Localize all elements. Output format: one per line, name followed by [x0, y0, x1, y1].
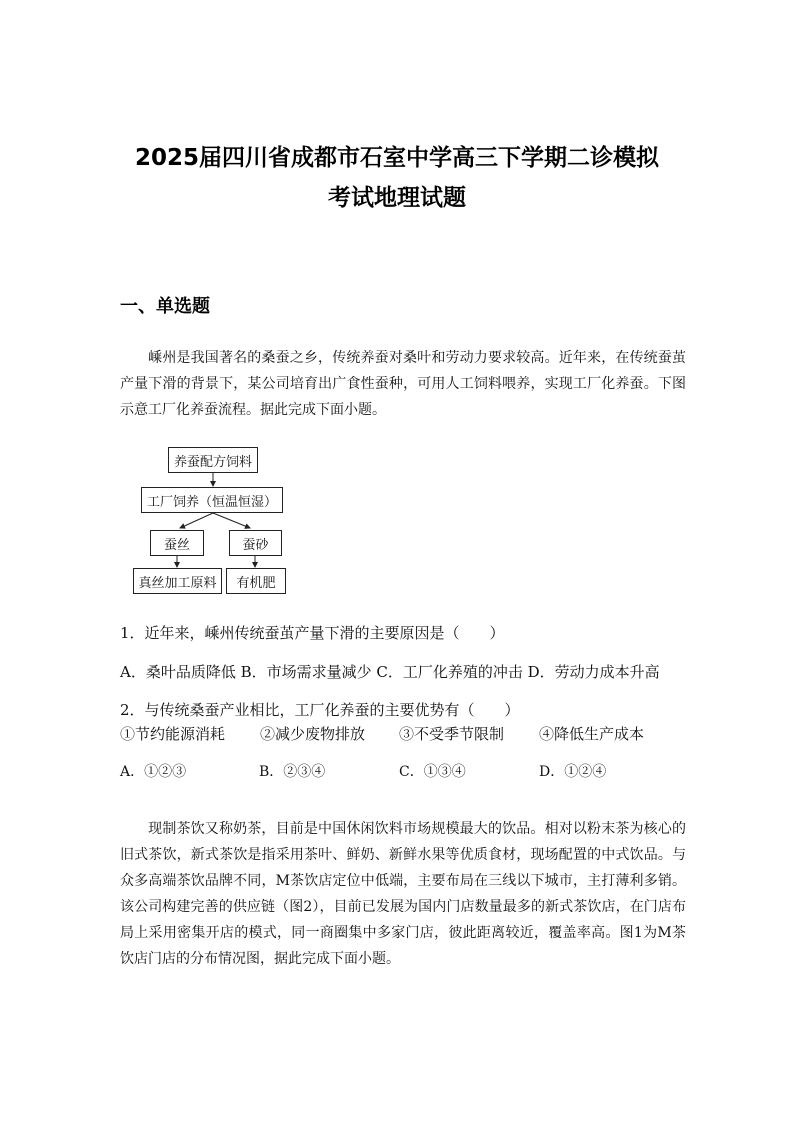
doc-title-line1: 2025届四川省成都市石室中学高三下学期二诊模拟 — [134, 145, 659, 171]
question-1-stem: 1．近年来，嵊州传统蚕茧产量下滑的主要原因是（ ） — [120, 624, 505, 642]
arrow-factory-to-silk — [180, 513, 213, 528]
choice-item: ③不受季节限制 — [399, 725, 505, 743]
passage-1-text: 嵊州是我国著名的桑蚕之乡，传统养蚕对桑叶和劳动力要求较高。近年来，在传统蚕茧产量下滑的背景下，某公司培育出广食性蚕种，可用人工饲料喂养，实现工厂化养蚕。下图示意工厂化养蚕流程。据此完成下面小题。 — [120, 350, 686, 418]
box-dung: 蚕砂 — [229, 530, 282, 556]
section-heading: 一、单选题 — [120, 296, 210, 317]
box-silk-material: 真丝加工原料 — [133, 568, 222, 594]
box-silk: 蚕丝 — [150, 530, 204, 556]
choice-item: ②减少废物排放 — [260, 725, 366, 743]
option-b: B．②③④ — [259, 764, 326, 780]
box-factory: 工厂饲养（恒温恒湿） — [141, 487, 283, 513]
option-d: D．①②④ — [539, 764, 607, 780]
box-fertilizer: 有机肥 — [226, 568, 286, 594]
doc-title-line2: 考试地理试题 — [328, 185, 466, 211]
choice-item: ④降低生产成本 — [539, 725, 645, 743]
choice-item: ①节约能源消耗 — [120, 725, 226, 743]
box-feed: 养蚕配方饲料 — [168, 447, 258, 473]
question-1-options: A．桑叶品质降低 B．市场需求量减少 C．工厂化养殖的冲击 D．劳动力成本升高 — [120, 663, 660, 681]
question-2-stem: 2．与传统桑蚕产业相比，工厂化养蚕的主要优势有（ ） — [120, 701, 520, 719]
option-a: A．①②③ — [120, 764, 187, 780]
passage-2 — [120, 816, 686, 972]
arrow-factory-to-dung — [213, 513, 250, 528]
passage-2-text: 现制茶饮又称奶茶，目前是中国休闲饮料市场规模最大的饮品。相对以粉末茶为核心的旧式茶饮，新式茶饮是指采用茶叶、鲜奶、新鲜水果等优质食材，现场配置的中式饮品。与众多高端茶饮品牌不同，M茶饮店定位中低端，主要布局在三线以下城市，主打薄利多销。该公司构建完善的供应链（图2），目前已发展为国内门店数量最多的新式茶饮店，在门店布局上采用密集开店的模式，同一商圈集中多家门店，彼此距离较近，覆盖率高。图1为M茶饮店门店的分布情况图，据此完成下面小题。 — [120, 821, 686, 967]
option-c: C．①③④ — [399, 764, 466, 780]
